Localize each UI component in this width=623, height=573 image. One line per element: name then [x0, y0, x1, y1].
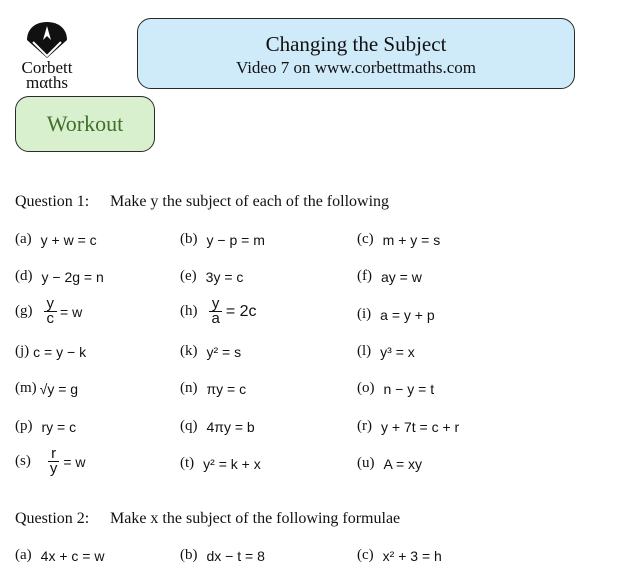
- question-item-k: (k) y² = s: [180, 343, 242, 360]
- logo-emblem-icon: [23, 20, 71, 60]
- logo-line-1: Corbett: [21, 58, 73, 77]
- question-item-u: (u) A = xy: [357, 455, 423, 472]
- fraction: $\frac{y}{a}$: [209, 297, 223, 326]
- title-box: [137, 18, 575, 89]
- question-item-h: (h) $\frac{y}{a}$ = 2c: [180, 295, 257, 327]
- question-2-item-c: (c) x² + 3 = h: [357, 547, 442, 564]
- workout-badge: Workout: [15, 96, 155, 152]
- question-number: Question 1:: [15, 193, 90, 210]
- question-number: Question 2:: [15, 510, 90, 527]
- question-item-b: (b) y − p = m: [180, 231, 265, 248]
- question-item-f: (f) ay = w: [357, 268, 422, 285]
- question-item-q: (q) 4πy = b: [180, 418, 255, 435]
- question-item-a: (a) y + w = c: [15, 231, 97, 248]
- fraction: $\frac{y}{c}$: [44, 297, 58, 326]
- question-item-t: (t) y² = k + x: [180, 455, 261, 472]
- question-item-j: (j) c = y − k: [15, 343, 87, 360]
- question-item-s: (s) $\frac{r}{y}$ = w: [15, 445, 86, 477]
- question-1-heading: [15, 193, 389, 211]
- question-item-n: (n) πy = c: [180, 380, 247, 397]
- question-item-c: (c) m + y = s: [357, 231, 441, 248]
- fraction: $\frac{r}{y}$: [49, 445, 58, 477]
- question-instruction: Make x the subject of the following formulae: [110, 510, 401, 527]
- question-2-item-a: (a) 4x + c = w: [15, 547, 105, 564]
- question-item-i: (i) a = y + p: [357, 306, 435, 323]
- question-item-o: (o) n − y = t: [357, 380, 435, 397]
- question-item-e: (e) 3y = c: [180, 268, 244, 285]
- page-title: Changing the Subject: [265, 32, 447, 56]
- page-subtitle: Video 7 on www.corbettmaths.com: [235, 58, 477, 77]
- question-item-d: (d) y − 2g = n: [15, 268, 104, 285]
- question-item-p: (p) ry = c: [15, 418, 77, 435]
- question-item-r: (r) y + 7t = c + r: [357, 418, 460, 435]
- corbettmaths-logo: [14, 20, 80, 94]
- question-item-g: (g) $\frac{y}{c}$ = w: [15, 295, 83, 327]
- question-instruction: Make y the subject of each of the following: [110, 193, 390, 210]
- question-item-m: (m) √y = g: [15, 380, 79, 397]
- question-2-heading: [15, 510, 400, 528]
- question-2-item-b: (b) dx − t = 8: [180, 547, 265, 564]
- logo-line-2: mαths: [26, 73, 68, 92]
- question-item-l: (l) y³ = x: [357, 343, 415, 360]
